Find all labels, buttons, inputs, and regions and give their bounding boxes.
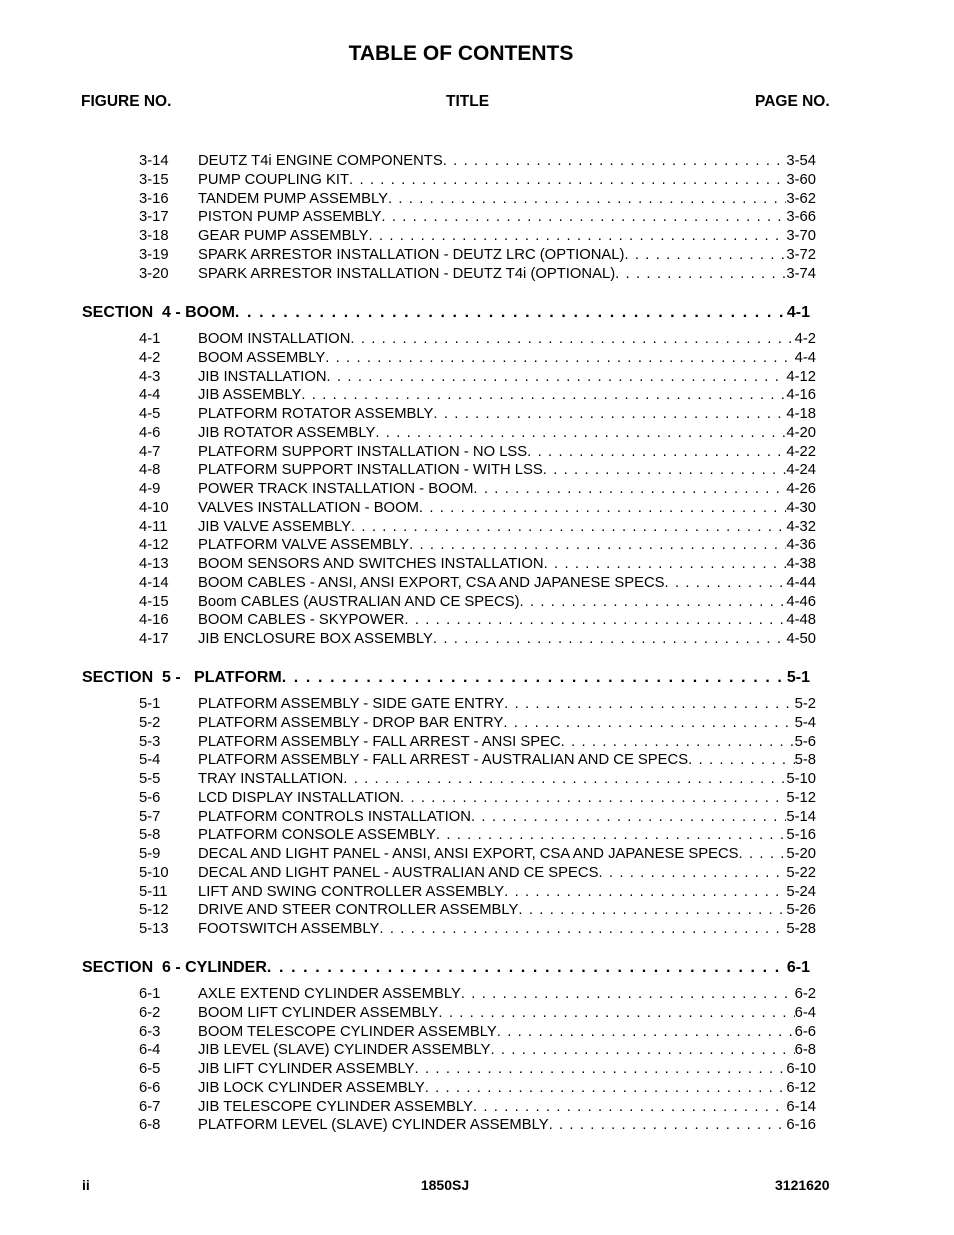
page-number: 5-8 <box>794 752 816 769</box>
figure-title: PLATFORM ROTATOR ASSEMBLY <box>198 406 434 422</box>
figure-number: 5-9 <box>139 846 161 862</box>
toc-entry <box>0 246 954 264</box>
entry-row <box>198 985 816 1003</box>
dot-leader <box>388 190 786 208</box>
toc-entry <box>0 1004 954 1022</box>
section-page: 6-1 <box>786 959 810 976</box>
entry-row <box>198 789 816 807</box>
dot-leader <box>325 349 794 367</box>
figure-number: 3-14 <box>139 153 169 169</box>
toc-entry <box>0 920 954 938</box>
page-number: 4-22 <box>786 443 816 460</box>
toc-entry <box>0 443 954 461</box>
dot-leader <box>375 424 786 442</box>
entry-row <box>198 845 816 863</box>
entry-row <box>198 751 816 769</box>
toc-entry <box>0 845 954 863</box>
figure-number: 6-8 <box>139 1117 161 1134</box>
toc-entry <box>0 499 954 517</box>
figure-title: JIB INSTALLATION <box>198 368 327 385</box>
figure-title: AXLE EXTEND CYLINDER ASSEMBLY <box>198 986 461 1002</box>
page-number: 5-2 <box>794 696 816 712</box>
page-number: 4-44 <box>786 574 816 591</box>
toc-entry <box>0 536 954 554</box>
page-number: 6-10 <box>786 1061 816 1077</box>
toc-entry <box>0 405 954 423</box>
figure-number: 3-20 <box>139 265 169 282</box>
dot-leader <box>433 405 786 423</box>
figure-title: GEAR PUMP ASSEMBLY <box>198 228 369 244</box>
figure-number: 3-17 <box>139 209 169 226</box>
toc-entry <box>0 208 954 226</box>
toc-entry <box>0 789 954 807</box>
entry-row <box>198 555 816 573</box>
figure-number: 5-1 <box>139 696 161 712</box>
figure-number: 4-1 <box>139 331 161 347</box>
figure-number: 4-6 <box>139 424 161 441</box>
toc-entry <box>0 190 954 208</box>
toc-entry <box>0 480 954 498</box>
page-number: 5-24 <box>786 883 816 900</box>
figure-title: PLATFORM ASSEMBLY - FALL ARREST - ANSI SPEC <box>198 733 561 750</box>
dot-leader <box>379 920 786 938</box>
figure-title: JIB ENCLOSURE BOX ASSEMBLY <box>198 631 433 647</box>
entry-row <box>198 227 816 245</box>
dot-leader <box>688 751 795 769</box>
figure-number: 4-4 <box>139 387 161 404</box>
entry-row <box>198 480 816 498</box>
entry-row <box>198 208 816 226</box>
entry-row <box>198 190 816 208</box>
entry-row <box>198 1116 816 1134</box>
dot-leader <box>381 208 786 226</box>
page-title: TABLE OF CONTENTS <box>348 42 574 65</box>
figure-title: VALVES INSTALLATION - BOOM <box>198 499 419 516</box>
dot-leader <box>369 227 787 245</box>
dot-leader <box>404 611 786 629</box>
figure-title: PLATFORM ASSEMBLY - FALL ARREST - AUSTRALIAN AND CE SPECS <box>198 752 689 769</box>
figure-title: PLATFORM ASSEMBLY - SIDE GATE ENTRY <box>198 696 505 712</box>
section-label: SECTION 4 - BOOM <box>82 304 235 321</box>
page-number: 4-4 <box>794 349 816 366</box>
dot-leader <box>473 1098 786 1116</box>
page-number: 3-54 <box>786 153 816 169</box>
dot-leader <box>527 443 786 461</box>
figure-title: JIB ROTATOR ASSEMBLY <box>198 424 376 441</box>
toc-entry <box>0 826 954 844</box>
column-header-figure: FIGURE NO. <box>81 93 172 110</box>
figure-number: 4-16 <box>139 612 169 629</box>
page-number: 6-8 <box>794 1042 816 1059</box>
entry-row <box>198 770 816 788</box>
figure-number: 5-2 <box>139 714 161 731</box>
dot-leader <box>543 461 787 479</box>
figure-number: 5-6 <box>139 789 161 806</box>
figure-title: BOOM LIFT CYLINDER ASSEMBLY <box>198 1004 439 1021</box>
figure-title: TANDEM PUMP ASSEMBLY <box>198 190 388 207</box>
toc-entry <box>0 574 954 592</box>
figure-number: 6-6 <box>139 1079 161 1096</box>
section-heading <box>82 958 810 978</box>
figure-number: 6-2 <box>139 1004 161 1021</box>
figure-number: 6-4 <box>139 1042 161 1059</box>
toc-entry <box>0 152 954 170</box>
entry-row <box>198 386 816 404</box>
figure-title: PLATFORM SUPPORT INSTALLATION - NO LSS <box>198 443 528 460</box>
dot-leader <box>400 789 786 807</box>
entry-row <box>198 883 816 901</box>
toc-entry <box>0 349 954 367</box>
figure-title: PLATFORM CONSOLE ASSEMBLY <box>198 827 436 844</box>
section-page: 5-1 <box>786 669 810 686</box>
entry-row <box>198 349 816 367</box>
page-number: 4-50 <box>786 631 816 647</box>
dot-leader <box>301 386 786 404</box>
dot-leader <box>343 770 786 788</box>
toc-entry <box>0 1116 954 1134</box>
entry-row <box>198 611 816 629</box>
figure-title: JIB TELESCOPE CYLINDER ASSEMBLY <box>198 1098 473 1115</box>
figure-number: 4-11 <box>139 518 168 535</box>
entry-row <box>198 901 816 919</box>
toc-entry <box>0 901 954 919</box>
dot-leader <box>549 1116 787 1134</box>
figure-number: 4-2 <box>139 349 161 366</box>
page-number: 4-24 <box>786 462 816 479</box>
dot-leader <box>235 303 787 323</box>
toc-entry <box>0 368 954 386</box>
page-number: 5-20 <box>786 846 816 862</box>
figure-title: LIFT AND SWING CONTROLLER ASSEMBLY <box>198 883 505 900</box>
dot-leader <box>419 499 786 517</box>
dot-leader <box>443 152 787 170</box>
page-number: 4-36 <box>786 537 816 554</box>
page-number: 6-12 <box>786 1079 816 1096</box>
page-number: 6-4 <box>794 1004 816 1021</box>
footer-page-number: ii <box>82 1177 90 1193</box>
toc-entry <box>0 1023 954 1041</box>
page-number: 5-22 <box>786 864 816 881</box>
page-number: 6-14 <box>786 1098 816 1115</box>
entry-row <box>198 152 816 170</box>
dot-leader <box>615 265 786 283</box>
entry-row <box>198 695 816 713</box>
figure-number: 4-13 <box>139 556 169 572</box>
dot-leader <box>598 864 786 882</box>
figure-number: 5-7 <box>139 808 161 825</box>
toc-entry <box>0 1098 954 1116</box>
page-number: 3-70 <box>786 228 816 244</box>
figure-title: PISTON PUMP ASSEMBLY <box>198 209 382 226</box>
figure-title: PUMP COUPLING KIT <box>198 171 350 188</box>
page-number: 5-28 <box>786 921 816 937</box>
entry-row <box>198 1023 816 1041</box>
dot-leader <box>349 171 786 189</box>
section-heading <box>82 303 810 323</box>
page-number: 4-18 <box>786 406 816 422</box>
figure-number: 4-7 <box>139 443 161 460</box>
figure-title: DECAL AND LIGHT PANEL - ANSI, ANSI EXPORT, CSA AND JAPANESE SPECS <box>198 846 739 862</box>
page-number: 4-26 <box>786 481 816 497</box>
entry-row <box>198 808 816 826</box>
figure-title: JIB VALVE ASSEMBLY <box>198 518 351 535</box>
figure-title: Boom CABLES (AUSTRALIAN AND CE SPECS) <box>198 593 520 610</box>
figure-title: BOOM CABLES - ANSI, ANSI EXPORT, CSA AND JAPANESE SPECS <box>198 574 665 591</box>
figure-title: DEUTZ T4i ENGINE COMPONENTS <box>198 153 443 169</box>
toc-entry <box>0 330 954 348</box>
toc-entry <box>0 265 954 283</box>
page-number: 5-6 <box>794 733 816 750</box>
figure-number: 5-5 <box>139 771 161 787</box>
dot-leader <box>518 901 786 919</box>
section-page: 4-1 <box>786 304 810 321</box>
figure-number: 4-5 <box>139 406 161 422</box>
page-number: 5-14 <box>786 808 816 825</box>
figure-number: 6-3 <box>139 1023 161 1040</box>
toc-entry <box>0 518 954 536</box>
toc-entry <box>0 751 954 769</box>
dot-leader <box>739 845 787 863</box>
figure-number: 4-17 <box>139 631 169 647</box>
page-number: 3-74 <box>786 265 816 282</box>
figure-title: BOOM TELESCOPE CYLINDER ASSEMBLY <box>198 1023 497 1040</box>
dot-leader <box>490 1041 794 1059</box>
figure-number: 5-3 <box>139 733 161 750</box>
page-number: 6-2 <box>794 986 816 1002</box>
page-number: 4-12 <box>786 368 816 385</box>
figure-title: JIB ASSEMBLY <box>198 387 302 404</box>
entry-row <box>198 461 816 479</box>
footer-document-number: 3121620 <box>775 1177 830 1193</box>
figure-number: 4-14 <box>139 574 169 591</box>
page-number: 4-20 <box>786 424 816 441</box>
toc-entry <box>0 985 954 1003</box>
figure-title: JIB LEVEL (SLAVE) CYLINDER ASSEMBLY <box>198 1042 491 1059</box>
entry-row <box>198 1098 816 1116</box>
entry-row <box>198 171 816 189</box>
section-label: SECTION 5 - PLATFORM <box>82 669 282 686</box>
dot-leader <box>267 958 787 978</box>
entry-row <box>198 733 816 751</box>
toc-entry <box>0 630 954 648</box>
figure-number: 3-15 <box>139 171 169 188</box>
entry-row <box>198 443 816 461</box>
dot-leader <box>327 368 787 386</box>
page-number: 5-26 <box>786 902 816 919</box>
entry-row <box>198 593 816 611</box>
toc-entry <box>0 1041 954 1059</box>
dot-leader <box>433 630 786 648</box>
figure-title: JIB LIFT CYLINDER ASSEMBLY <box>198 1061 415 1077</box>
page-number: 4-16 <box>786 387 816 404</box>
toc-entry <box>0 611 954 629</box>
entry-row <box>198 536 816 554</box>
entry-row <box>198 574 816 592</box>
section-heading <box>82 668 810 688</box>
entry-row <box>198 1060 816 1078</box>
figure-title: PLATFORM ASSEMBLY - DROP BAR ENTRY <box>198 714 504 731</box>
toc-entry <box>0 386 954 404</box>
dot-leader <box>409 536 786 554</box>
figure-title: FOOTSWITCH ASSEMBLY <box>198 921 380 937</box>
figure-title: DECAL AND LIGHT PANEL - AUSTRALIAN AND CE SPECS <box>198 864 599 881</box>
figure-number: 5-11 <box>139 883 168 900</box>
toc-entry <box>0 770 954 788</box>
figure-number: 6-5 <box>139 1061 161 1077</box>
entry-row <box>198 246 816 264</box>
entry-row <box>198 368 816 386</box>
dot-leader <box>665 574 787 592</box>
page-number: 3-60 <box>786 171 816 188</box>
figure-number: 4-12 <box>139 537 169 554</box>
figure-number: 5-8 <box>139 827 161 844</box>
toc-entry <box>0 808 954 826</box>
figure-title: PLATFORM CONTROLS INSTALLATION <box>198 808 471 825</box>
figure-number: 5-13 <box>139 921 169 937</box>
figure-title: LCD DISPLAY INSTALLATION <box>198 789 401 806</box>
page-number: 6-16 <box>786 1117 816 1134</box>
figure-title: PLATFORM SUPPORT INSTALLATION - WITH LSS <box>198 462 543 479</box>
figure-number: 3-19 <box>139 246 169 263</box>
entry-row <box>198 518 816 536</box>
figure-title: JIB LOCK CYLINDER ASSEMBLY <box>198 1079 425 1096</box>
dot-leader <box>461 985 795 1003</box>
page-number: 4-46 <box>786 593 816 610</box>
page-number: 5-16 <box>786 827 816 844</box>
dot-leader <box>473 480 786 498</box>
toc-entry <box>0 555 954 573</box>
column-header-page: PAGE NO. <box>755 93 830 110</box>
page-number: 4-38 <box>786 556 816 572</box>
figure-title: BOOM CABLES - SKYPOWER <box>198 612 405 629</box>
toc-entry <box>0 883 954 901</box>
dot-leader <box>624 246 786 264</box>
entry-row <box>198 864 816 882</box>
figure-number: 4-3 <box>139 368 161 385</box>
entry-row <box>198 330 816 348</box>
toc-entry <box>0 227 954 245</box>
footer-model: 1850SJ <box>420 1177 470 1193</box>
entry-row <box>198 265 816 283</box>
toc-entry <box>0 1060 954 1078</box>
column-header-title: TITLE <box>446 93 490 110</box>
toc-entry <box>0 864 954 882</box>
page-number: 4-2 <box>794 331 816 347</box>
entry-row <box>198 499 816 517</box>
figure-title: BOOM SENSORS AND SWITCHES INSTALLATION <box>198 556 544 572</box>
entry-row <box>198 1041 816 1059</box>
page-number: 5-4 <box>794 714 816 731</box>
entry-row <box>198 1079 816 1097</box>
figure-number: 4-15 <box>139 593 169 610</box>
dot-leader <box>504 883 786 901</box>
toc-entry <box>0 1079 954 1097</box>
page-number: 3-62 <box>786 190 816 207</box>
dot-leader <box>425 1079 787 1097</box>
toc-entry <box>0 733 954 751</box>
entry-row <box>198 826 816 844</box>
dot-leader <box>561 733 795 751</box>
dot-leader <box>438 1004 794 1022</box>
entry-row <box>198 424 816 442</box>
entry-row <box>198 405 816 423</box>
dot-leader <box>351 518 786 536</box>
dot-leader <box>282 668 787 688</box>
figure-number: 6-7 <box>139 1098 161 1115</box>
figure-number: 5-12 <box>139 902 169 919</box>
figure-title: PLATFORM LEVEL (SLAVE) CYLINDER ASSEMBLY <box>198 1117 549 1134</box>
entry-row <box>198 714 816 732</box>
figure-number: 4-9 <box>139 481 161 497</box>
figure-title: DRIVE AND STEER CONTROLLER ASSEMBLY <box>198 902 519 919</box>
page-number: 4-30 <box>786 499 816 516</box>
page-number: 3-66 <box>786 209 816 226</box>
page-number: 6-6 <box>794 1023 816 1040</box>
figure-number: 3-16 <box>139 190 169 207</box>
dot-leader <box>503 714 794 732</box>
dot-leader <box>350 330 794 348</box>
toc-entry <box>0 593 954 611</box>
dot-leader <box>544 555 787 573</box>
figure-title: SPARK ARRESTOR INSTALLATION - DEUTZ LRC (OPTIONAL) <box>198 246 625 263</box>
dot-leader <box>520 593 787 611</box>
figure-title: BOOM INSTALLATION <box>198 331 351 347</box>
figure-title: PLATFORM VALVE ASSEMBLY <box>198 537 410 554</box>
figure-title: TRAY INSTALLATION <box>198 771 344 787</box>
figure-number: 4-10 <box>139 499 169 516</box>
dot-leader <box>471 808 786 826</box>
toc-entry <box>0 695 954 713</box>
toc-entry <box>0 714 954 732</box>
toc-entry <box>0 461 954 479</box>
dot-leader <box>415 1060 787 1078</box>
toc-entry <box>0 171 954 189</box>
figure-title: SPARK ARRESTOR INSTALLATION - DEUTZ T4i (OPTIONAL) <box>198 265 616 282</box>
entry-row <box>198 630 816 648</box>
entry-row <box>198 1004 816 1022</box>
page-number: 5-12 <box>786 789 816 806</box>
page-number: 4-48 <box>786 612 816 629</box>
figure-title: BOOM ASSEMBLY <box>198 349 326 366</box>
page-number: 5-10 <box>786 771 816 787</box>
figure-number: 5-10 <box>139 864 169 881</box>
toc-entry <box>0 424 954 442</box>
page-number: 4-32 <box>786 518 816 535</box>
figure-number: 6-1 <box>139 986 161 1002</box>
page-number: 3-72 <box>786 246 816 263</box>
figure-title: POWER TRACK INSTALLATION - BOOM <box>198 481 474 497</box>
figure-number: 5-4 <box>139 752 161 769</box>
entry-row <box>198 920 816 938</box>
dot-leader <box>436 826 786 844</box>
figure-number: 4-8 <box>139 462 161 479</box>
dot-leader <box>497 1023 795 1041</box>
dot-leader <box>504 695 794 713</box>
figure-number: 3-18 <box>139 228 169 244</box>
section-label: SECTION 6 - CYLINDER <box>82 959 267 976</box>
